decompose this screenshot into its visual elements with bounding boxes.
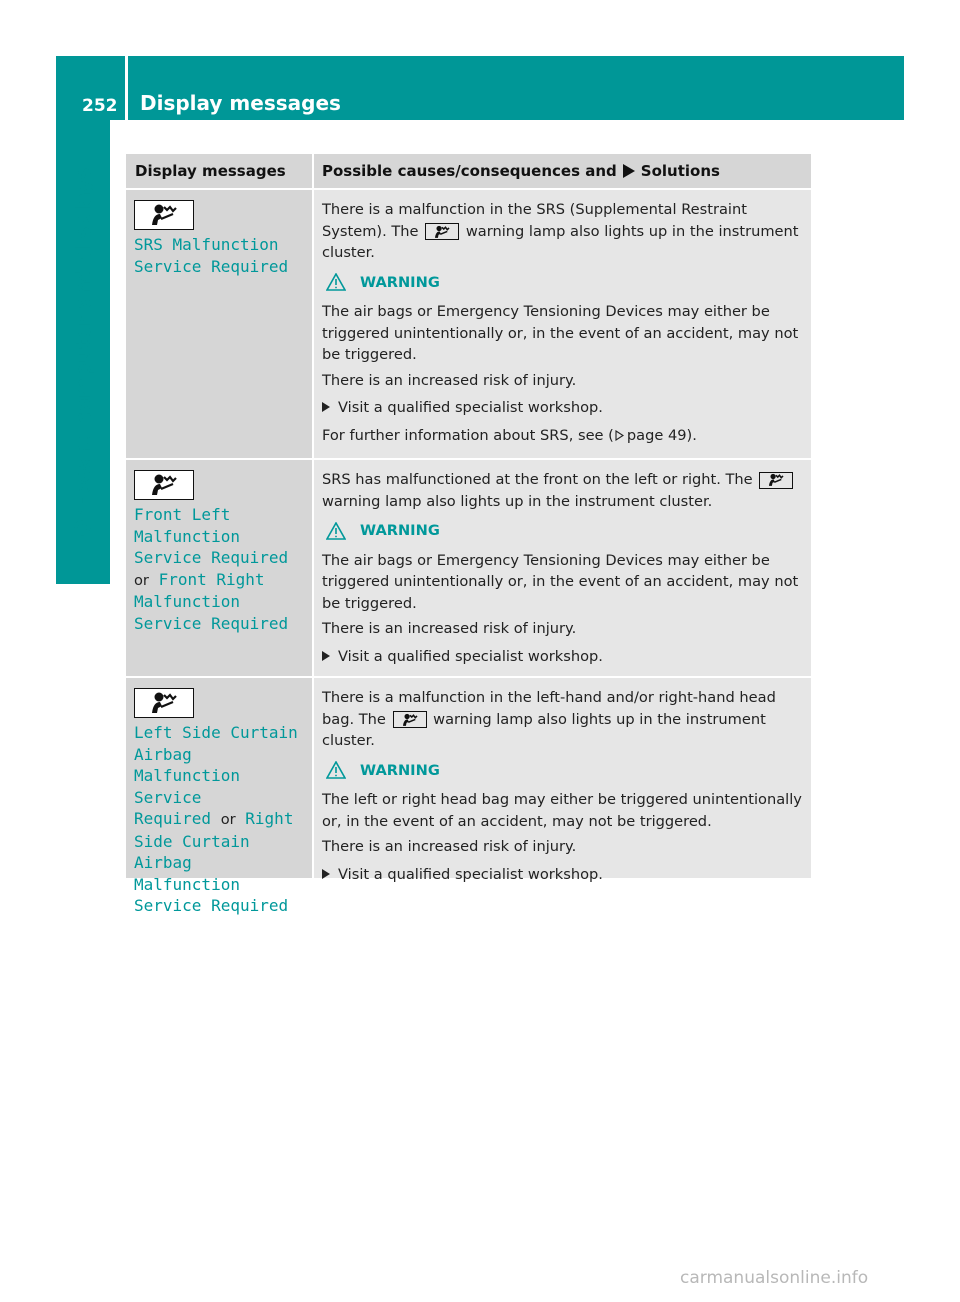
display-messages-table: [126, 154, 811, 915]
display-message-cell: [126, 678, 314, 915]
solutions-arrow-icon: [623, 164, 635, 178]
display-text: Service Required: [134, 548, 289, 567]
reference-link[interactable]: page 49).: [626, 426, 697, 444]
page-ref-arrow-icon: [615, 430, 624, 441]
warning-text: The air bags or Emergency Tensioning Devices may either be triggered unintentionally or, in the event of an accident, may not be triggered.: [322, 551, 799, 612]
cause-paragraph: [322, 687, 807, 752]
display-text-alt: [134, 808, 306, 831]
display-text: Front Left: [134, 505, 231, 524]
table-row: [126, 458, 811, 676]
causes-cell: [314, 460, 811, 676]
table-row: [126, 676, 811, 915]
page-number: 252: [82, 96, 118, 116]
bullet-arrow-icon: [322, 869, 330, 879]
display-text: SRS Malfunction: [134, 235, 279, 254]
watermark: carmanualsonline.info: [680, 1268, 869, 1288]
solution-item: [322, 646, 807, 668]
reference-text: For further information about SRS, see (: [322, 426, 614, 444]
solution-item: [322, 864, 807, 886]
page-title: Display messages: [140, 91, 341, 115]
display-text: Malfunction: [134, 592, 240, 611]
display-text: Airbag Malfunction: [134, 853, 240, 894]
cause-paragraph: [322, 199, 807, 264]
warning-triangle-icon: [326, 761, 346, 779]
cause-text: warning lamp also lights up in the instrument cluster.: [322, 492, 713, 510]
side-tab-label: On-board computer and displays: [71, 167, 95, 537]
table-header: [126, 154, 811, 188]
display-text: Service Required: [134, 256, 289, 276]
cause-text: SRS has malfunctioned at the front on the left or right. The: [322, 471, 753, 488]
display-text: Service Required: [134, 613, 289, 633]
warning-label: WARNING: [360, 273, 440, 291]
risk-text: There is an increased risk of injury.: [322, 371, 577, 389]
display-text: Service Required: [134, 896, 289, 915]
risk-text: There is an increased risk of injury.: [322, 620, 577, 637]
warning-heading: [326, 520, 807, 542]
column-header-causes-suffix: Solutions: [640, 162, 720, 180]
display-text: Airbag Malfunction: [134, 744, 240, 785]
header-divider: [125, 56, 128, 120]
warning-heading: [326, 760, 807, 782]
or-text: or: [220, 811, 236, 828]
bullet-arrow-icon: [322, 651, 330, 661]
warning-triangle-icon: [326, 273, 346, 291]
causes-cell: [314, 678, 811, 883]
warning-text: The left or right head bag may either be triggered unintentionally or, in the event of an accident, may not be triggered.: [322, 791, 802, 830]
display-text: Left Side Curtain: [134, 723, 298, 742]
page-reference: [322, 425, 807, 447]
cause-text: There is a malfunction in the left-hand and/or right-hand head bag. The: [322, 689, 776, 728]
or-text: or: [134, 571, 149, 589]
airbag-warning-icon: [425, 223, 459, 240]
airbag-warning-icon: [134, 688, 194, 718]
causes-cell: [314, 190, 811, 458]
solution-text: Visit a qualified specialist workshop.: [338, 399, 603, 416]
display-text: Right: [245, 809, 294, 828]
display-message-cell: [126, 190, 314, 458]
airbag-warning-icon: [759, 472, 793, 489]
warning-label: WARNING: [360, 522, 440, 539]
cause-text: There is a malfunction in the SRS (Supplemental Restraint System). The: [322, 201, 747, 240]
solution-item: [322, 397, 807, 419]
display-text: Side Curtain: [134, 831, 250, 851]
display-text: Service: [134, 787, 202, 807]
warning-heading: [326, 272, 807, 294]
solution-text: Visit a qualified specialist workshop.: [338, 647, 603, 665]
column-header-causes-prefix: Possible causes/consequences and: [322, 162, 617, 180]
display-message-cell: [126, 460, 314, 676]
cause-text: warning lamp also lights up in the instrument cluster.: [322, 710, 766, 749]
airbag-warning-icon: [393, 711, 427, 728]
cause-text: warning lamp also lights up in the instrument cluster.: [322, 222, 799, 261]
display-text-alt: [134, 569, 306, 592]
display-text: Required: [134, 809, 212, 828]
display-text: Malfunction: [134, 526, 240, 546]
risk-text: There is an increased risk of injury.: [322, 838, 577, 855]
column-header-display: Display messages: [126, 154, 314, 188]
cause-paragraph: [322, 469, 807, 512]
airbag-warning-icon: [134, 200, 194, 230]
display-text: Front Right: [158, 569, 265, 589]
warning-label: WARNING: [360, 761, 440, 779]
bullet-arrow-icon: [322, 402, 330, 412]
warning-text: The air bags or Emergency Tensioning Devices may either be triggered unintentionally or, in the event of an accident, may not be triggered.: [322, 303, 799, 363]
column-header-causes: [314, 154, 811, 188]
warning-triangle-icon: [326, 522, 346, 540]
table-row: [126, 188, 811, 458]
solution-text: Visit a qualified specialist workshop.: [338, 865, 603, 883]
airbag-warning-icon: [134, 470, 194, 500]
